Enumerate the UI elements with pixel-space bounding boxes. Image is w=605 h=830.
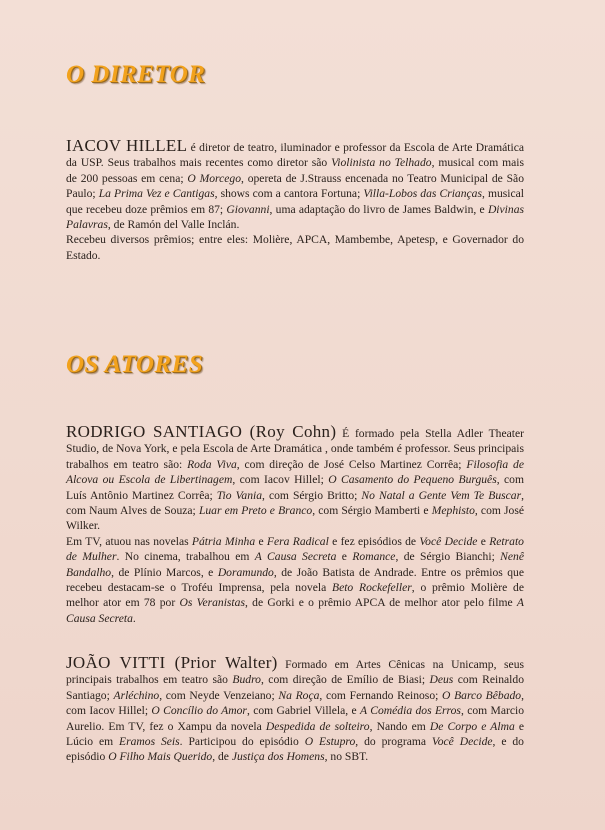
work-title: Fera Radical bbox=[266, 534, 329, 548]
bio-text: , opereta de J.Strauss encenada no Teatro Municipal de São Paulo; bbox=[66, 171, 524, 201]
work-title: Arléchino bbox=[113, 688, 160, 702]
director-awards: Recebeu diversos prêmios; entre eles: Molière, APCA, Mambembe, Apetesp, e Governador do Estado. bbox=[66, 233, 524, 262]
work-title: Divinas Palavras bbox=[66, 202, 525, 232]
bio-text: , com Marcio Aurelio. Em TV, fez o Xampu da novela bbox=[66, 704, 524, 733]
work-title: De Corpo e Alma bbox=[429, 719, 515, 733]
bio-text: com Reinaldo Santiago; bbox=[66, 673, 524, 702]
bio-text: e Lúcio em bbox=[66, 719, 525, 749]
bio-text: , com Fernando Reinoso; bbox=[319, 688, 443, 702]
work-title: Você Decide bbox=[431, 735, 493, 749]
bio-text: , shows com a cantora Fortuna; bbox=[214, 187, 364, 201]
joao-paragraph bbox=[66, 655, 524, 765]
bio-text: , com Gabriel Villela, e bbox=[246, 704, 361, 718]
work-title: Doramundo bbox=[217, 565, 274, 579]
bio-text: , com Luís Antônio Martinez Corrêa; bbox=[66, 473, 524, 502]
bio-text: , com José Wilker. bbox=[66, 504, 524, 533]
director-bio bbox=[66, 138, 524, 263]
bio-text: . Participou do episódio bbox=[179, 735, 305, 749]
joao-text bbox=[66, 658, 524, 763]
director-text bbox=[66, 141, 524, 231]
director-heading: O DIRETOR bbox=[66, 61, 206, 88]
bio-text: , com Iacov Hillel; bbox=[66, 688, 524, 718]
bio-text: , de João Batista de Andrade. Entre os prêmios que recebeu destacam-se o Troféu Imprensa, pela novela bbox=[66, 565, 524, 595]
bio-text: . bbox=[132, 611, 136, 625]
bio-text: , Nando em bbox=[369, 719, 430, 733]
work-title: La Prima Vez e Cantigas bbox=[98, 187, 215, 201]
bio-text: , com Iacov Hillel; bbox=[232, 473, 329, 487]
bio-text: , musical que recebeu doze prêmios em 87; bbox=[66, 187, 524, 216]
work-title: O Estupro bbox=[304, 735, 356, 749]
work-title: Despedida de solteiro bbox=[265, 719, 370, 733]
work-title: O Morcego bbox=[187, 171, 241, 185]
work-title: Giovanni bbox=[226, 202, 270, 216]
work-title: Luar em Preto e Branco bbox=[198, 504, 313, 518]
work-title: O Filho Mais Querido bbox=[108, 750, 213, 764]
work-title: Pátria Minha bbox=[191, 534, 256, 548]
bio-text: , o prêmio Molière de melhor ator em 78 por bbox=[66, 581, 524, 610]
work-title: Os Veranistas bbox=[179, 596, 245, 610]
work-title: Deus bbox=[429, 673, 454, 687]
bio-text: , de Gorki e o prêmio APCA de melhor ator pelo filme bbox=[244, 596, 517, 610]
work-title: O Casamento do Pequeno Burguês bbox=[328, 473, 497, 487]
actor-name: RODRIGO SANTIAGO (Roy Cohn) bbox=[66, 422, 337, 441]
bio-text: É formado pela Stella Adler Theater Studio, de Nova York, e pela Escola de Arte Dramática , onde também é professor. Seus principais trabalhos em teatro são: bbox=[66, 427, 524, 471]
bio-text: , de Ramón del Valle Inclán. bbox=[107, 218, 240, 232]
work-title: A Comédia dos Erros bbox=[360, 704, 461, 718]
bio-text: e bbox=[477, 534, 490, 548]
bio-text: Formado em Artes Cênicas na Unicamp, seus principais trabalhos em teatro são bbox=[66, 658, 525, 687]
work-title: Filosofia de Alcova ou Escola de Libertinagem bbox=[66, 457, 525, 487]
actor-bio-rodrigo bbox=[66, 424, 524, 626]
actors-heading: OS ATORES bbox=[66, 351, 204, 378]
work-title: Villa-Lobos das Crianças bbox=[363, 187, 482, 201]
bio-text: Em TV, atuou nas novelas bbox=[66, 534, 192, 548]
bio-text: , e do episódio bbox=[66, 735, 524, 764]
bio-text: , de Plínio Marcos, e bbox=[111, 565, 218, 579]
work-title: Eramos Seis bbox=[119, 735, 180, 749]
bio-text: , uma adaptação do livro de James Baldwin, e bbox=[269, 202, 488, 216]
bio-text: é diretor de teatro, iluminador e professor da Escola de Arte Dramática da USP. Seus trabalhos mais recentes como diretor são bbox=[66, 141, 524, 170]
director-name: IACOV HILLEL bbox=[66, 136, 188, 155]
director-paragraph bbox=[66, 138, 524, 232]
bio-text: e bbox=[255, 534, 267, 548]
work-title: A Causa Secreta bbox=[254, 550, 337, 564]
bio-text: , com direção de José Celso Martinez Corrêa; bbox=[236, 457, 467, 471]
work-title: Budro bbox=[232, 673, 261, 687]
bio-text: , no SBT. bbox=[324, 750, 369, 764]
bio-text: , do programa bbox=[355, 735, 432, 749]
work-title: Retrato de Mulher bbox=[66, 534, 524, 564]
actor-bio-joao bbox=[66, 655, 524, 765]
work-title: Romance bbox=[352, 550, 396, 564]
work-title: Violinista no Telhado bbox=[331, 156, 432, 170]
work-title: A Causa Secreta bbox=[66, 596, 524, 625]
work-title: Você Decide bbox=[419, 534, 478, 548]
work-title: Roda Viva bbox=[187, 457, 237, 471]
bio-text: , com Sérgio Mamberti e bbox=[312, 504, 432, 518]
bio-text: , com direção de Emílio de Biasi; bbox=[260, 673, 430, 687]
actor-name: JOÃO VITTI (Prior Walter) bbox=[66, 653, 278, 672]
work-title: Tio Vania bbox=[216, 488, 263, 502]
rodrigo-tv-film bbox=[66, 534, 524, 626]
bio-text: e fez episódios de bbox=[328, 534, 420, 548]
rodrigo-paragraph bbox=[66, 424, 524, 534]
work-title: Na Roça bbox=[278, 688, 320, 702]
rodrigo-text bbox=[66, 427, 524, 532]
work-title: Beto Rockefeller bbox=[331, 581, 412, 595]
bio-text: , de Sérgio Bianchi; bbox=[395, 550, 501, 564]
work-title: O Concílio do Amor bbox=[151, 704, 247, 718]
work-title: Justiça dos Homens bbox=[231, 750, 325, 764]
bio-text: . No cinema, trabalhou em bbox=[116, 550, 255, 564]
work-title: Mephisto bbox=[431, 504, 475, 518]
bio-text: , musical com mais de 200 pessoas em cena; bbox=[66, 156, 525, 185]
bio-text: , com Naum Alves de Souza; bbox=[66, 488, 524, 518]
bio-text: , de bbox=[212, 750, 232, 764]
bio-text: e bbox=[336, 550, 353, 564]
bio-text: , com Sérgio Britto; bbox=[262, 488, 362, 502]
work-title: O Barco Bêbado bbox=[442, 688, 522, 702]
work-title: Nenê Bandalho bbox=[66, 550, 524, 579]
work-title: No Natal a Gente Vem Te Buscar bbox=[361, 488, 522, 502]
bio-text: , com Neyde Venzeiano; bbox=[159, 688, 279, 702]
